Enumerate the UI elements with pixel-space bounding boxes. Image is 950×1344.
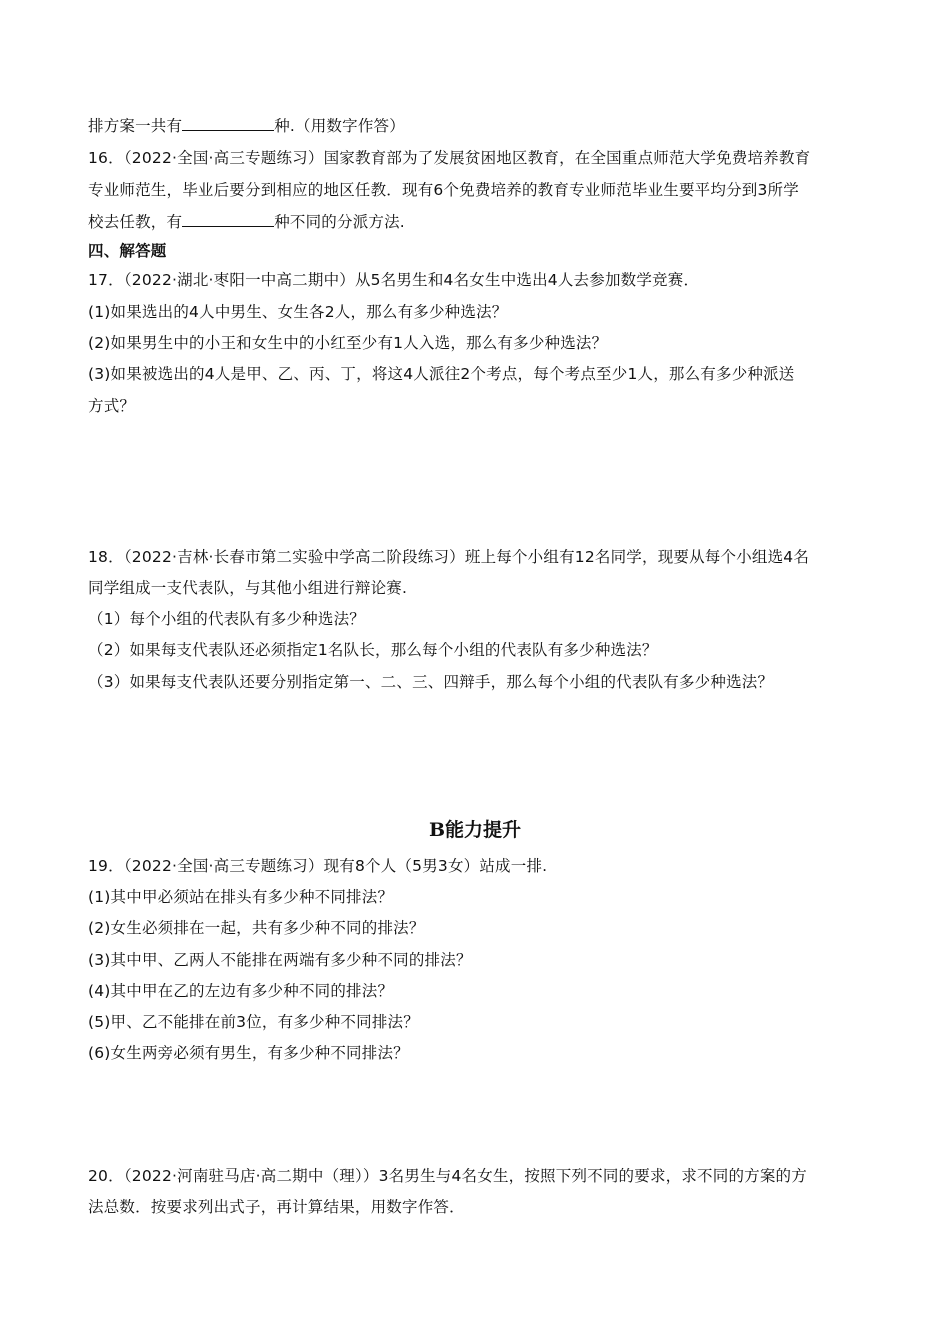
q17-stem: 17．（2022·湖北·枣阳一中高二期中）从5名男生和4名女生中选出4人去参加数学竞赛． <box>88 271 700 289</box>
q15-answer-blank <box>182 116 274 131</box>
q18-part-1: （1）每个小组的代表队有多少种选法？ <box>88 610 365 628</box>
q17-part-3-line-1: (3)如果被选出的4人是甲、乙、丙、丁，将这4人派往2个考点，每个考点至少1人，那么有多少种派送 <box>88 365 795 383</box>
q18-part-2: （2）如果每支代表队还必须指定1名队长，那么每个小组的代表队有多少种选法？ <box>88 641 658 659</box>
q18-stem-line-1: 18．（2022·吉林·长春市第二实验中学高二阶段练习）班上每个小组有12名同学，现要从每个小组选4名 <box>88 548 810 566</box>
q18-part-3: （3）如果每支代表队还要分别指定第一、二、三、四辩手，那么每个小组的代表队有多少种选法？ <box>88 673 774 691</box>
q19-part-6: (6)女生两旁必须有男生，有多少种不同排法？ <box>88 1044 409 1062</box>
q18-stem-line-2: 同学组成一支代表队，与其他小组进行辩论赛. <box>88 579 408 597</box>
section-title-ability-improvement: B能力提升 <box>428 819 522 841</box>
q19-part-1: (1)其中甲必须站在排头有多少种不同排法？ <box>88 888 394 906</box>
q16-line-3-before: 校去任教，有 <box>88 213 183 231</box>
q16-answer-blank <box>182 212 274 227</box>
q16-line-1: 16．（2022·全国·高三专题练习）国家教育部为了发展贫困地区教育，在全国重点师范大学免费培养教育 <box>88 149 811 167</box>
q19-stem: 19．（2022·全国·高三专题练习）现有8个人（5男3女）站成一排. <box>88 857 548 875</box>
q17-part-1: (1)如果选出的4人中男生、女生各2人，那么有多少种选法？ <box>88 303 508 321</box>
q19-part-3: (3)其中甲、乙两人不能排在两端有多少种不同的排法？ <box>88 951 472 969</box>
q20-line-2: 法总数．按要求列出式子，再计算结果，用数字作答． <box>88 1198 465 1216</box>
q15-tail-before: 排方案一共有 <box>88 117 183 135</box>
q15-tail-after: 种.（用数字作答） <box>274 117 405 135</box>
q17-part-3-line-2: 方式？ <box>88 397 136 415</box>
q16-line-3 <box>88 212 405 232</box>
q19-part-5: (5)甲、乙不能排在前3位，有多少种不同排法？ <box>88 1013 419 1031</box>
q20-line-1: 20．（2022·河南驻马店·高二期中（理））3名男生与4名女生，按照下列不同的要求，求不同的方案的方 <box>88 1167 807 1185</box>
q15-tail-line <box>88 116 405 136</box>
q16-line-2: 专业师范生，毕业后要分到相应的地区任教．现有6个免费培养的教育专业师范毕业生要平均分到3所学 <box>88 181 799 199</box>
q19-part-4: (4)其中甲在乙的左边有多少种不同的排法？ <box>88 982 394 1000</box>
section-heading-answer-questions: 四、解答题 <box>88 242 167 260</box>
q17-part-2: (2)如果男生中的小王和女生中的小红至少有1人入选，那么有多少种选法？ <box>88 334 608 352</box>
q16-line-3-after: 种不同的分派方法. <box>274 213 405 231</box>
q19-part-2: (2)女生必须排在一起，共有多少种不同的排法？ <box>88 919 425 937</box>
